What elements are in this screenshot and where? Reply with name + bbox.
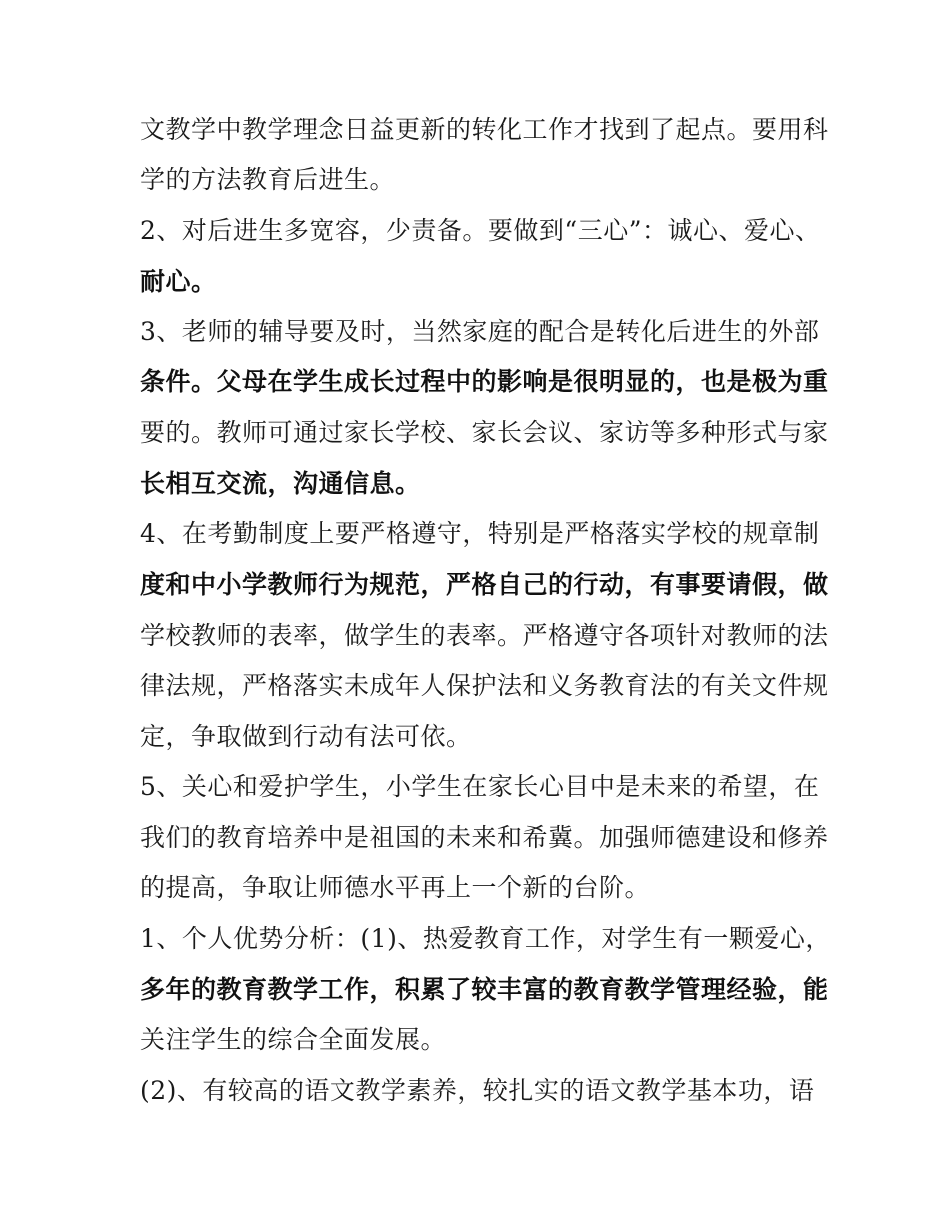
text-line: 5、关心和爱护学生，小学生在家长心目中是未来的希望，在 — [140, 772, 820, 801]
text-line: 我们的教育培养中是祖国的未来和希冀。加强师德建设和修养 — [140, 823, 829, 852]
text-line: 要的。教师可通过家长学校、家长会议、家访等多种形式与家 — [140, 418, 829, 447]
text-line: 3、老师的辅导要及时，当然家庭的配合是转化后进生的外部 — [140, 317, 820, 346]
text-line: 的提高，争取让师德水平再上一个新的台阶。 — [140, 873, 651, 902]
text-line: 多年的教育教学工作，积累了较丰富的教育教学管理经验，能 — [140, 975, 829, 1004]
text-line: 学校教师的表率，做学生的表率。严格遵守各项针对教师的法 — [140, 621, 829, 650]
text-line: 度和中小学教师行为规范，严格自己的行动，有事要请假，做 — [140, 570, 829, 599]
text-line: 耐心。 — [140, 267, 217, 296]
text-line: 4、在考勤制度上要严格遵守，特别是严格落实学校的规章制 — [140, 519, 820, 548]
text-line: 关注学生的综合全面发展。 — [140, 1025, 447, 1054]
text-line: 律法规，严格落实未成年人保护法和义务教育法的有关文件规 — [140, 671, 829, 700]
text-line: 长相互交流，沟通信息。 — [140, 469, 421, 498]
text-line: 1、个人优势分析：(1)、热爱教育工作，对学生有一颗爱心， — [140, 924, 831, 953]
text-line: 2、对后进生多宽容，少责备。要做到“三心”：诚心、爱心、 — [140, 216, 821, 245]
text-line: 条件。父母在学生成长过程中的影响是很明显的，也是极为重 — [140, 367, 829, 396]
text-line: 定，争取做到行动有法可依。 — [140, 722, 472, 751]
text-line: 文教学中教学理念日益更新的转化工作才找到了起点。要用科 — [140, 115, 829, 144]
text-line: 学的方法教育后进生。 — [140, 165, 396, 194]
text-line: (2)、有较高的语文教学素养，较扎实的语文教学基本功，语 — [140, 1076, 815, 1105]
